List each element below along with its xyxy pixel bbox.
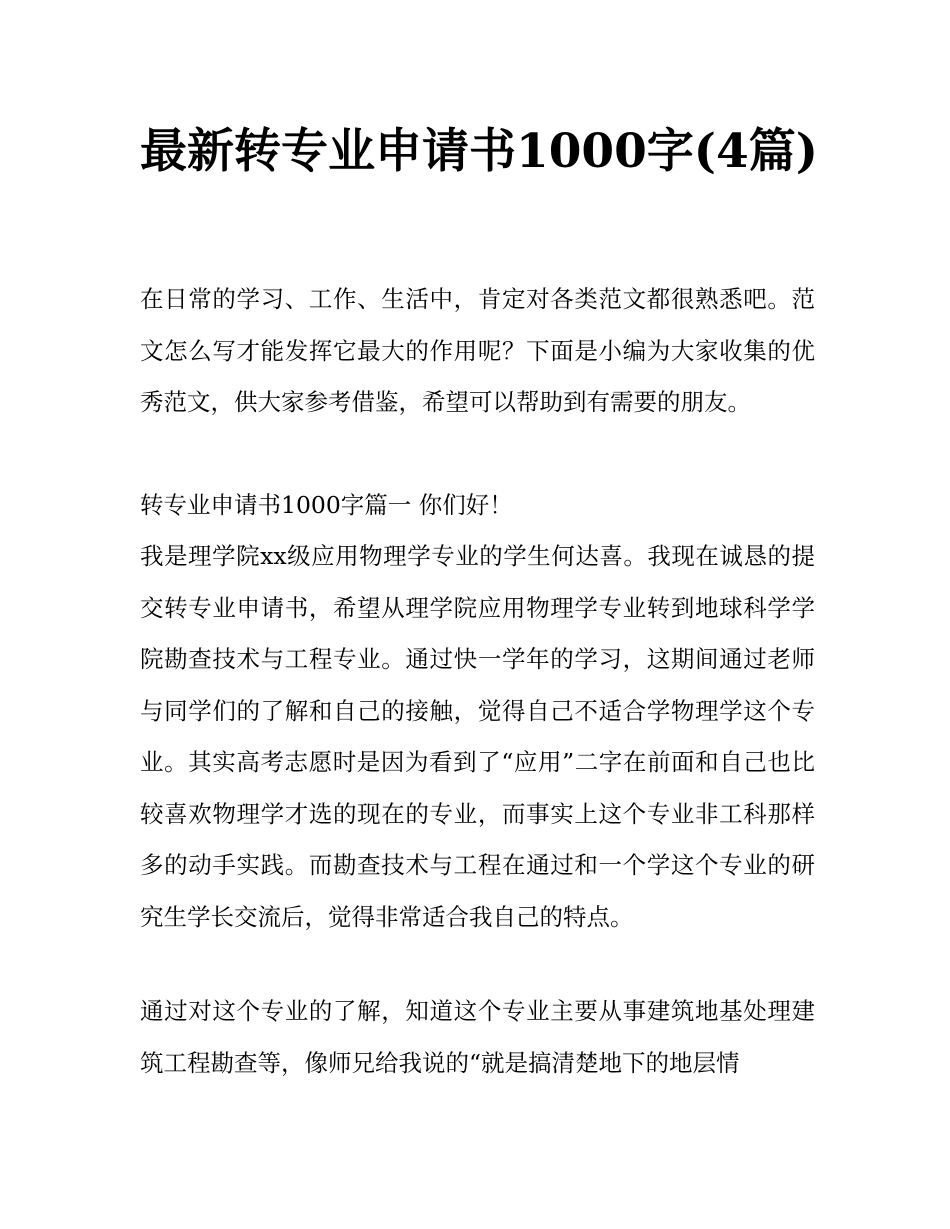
- intro-paragraph: 在日常的学习、工作、生活中，肯定对各类范文都很熟悉吧。范文怎么写才能发挥它最大的作用呢？下面是小编为大家收集的优秀范文，供大家参考借鉴，希望可以帮助到有需要的朋友。: [140, 285, 815, 416]
- greeting-paragraph: 转专业申请书1000字篇一 你们好！: [140, 491, 513, 519]
- document-title: 最新转专业申请书1000字(4篇): [140, 124, 818, 179]
- body-paragraph: 通过对这个专业的了解，知道这个专业主要从事建筑地基处理建筑工程勘查等，像师兄给我说的“就是搞清楚地下的地层情: [140, 997, 815, 1077]
- body-paragraph: 我是理学院xx级应用物理学专业的学生何达喜。我现在诚恳的提交转专业申请书，希望从理学院应用物理学专业转到地球科学学院勘查技术与工程专业。通过快一学年的学习，这期间通过老师与同学们的了解和自己的接触，觉得自己不适合学物理学这个专业。其实高考志愿时是因为看到了“应用”二字在前面和自己也比较喜欢物理学才选的现在的专业，而事实上这个专业非工科那样多的动手实践。而勘查技术与工程在通过和一个学这个专业的研究生学长交流后，觉得非常适合我自己的特点。: [140, 542, 815, 931]
